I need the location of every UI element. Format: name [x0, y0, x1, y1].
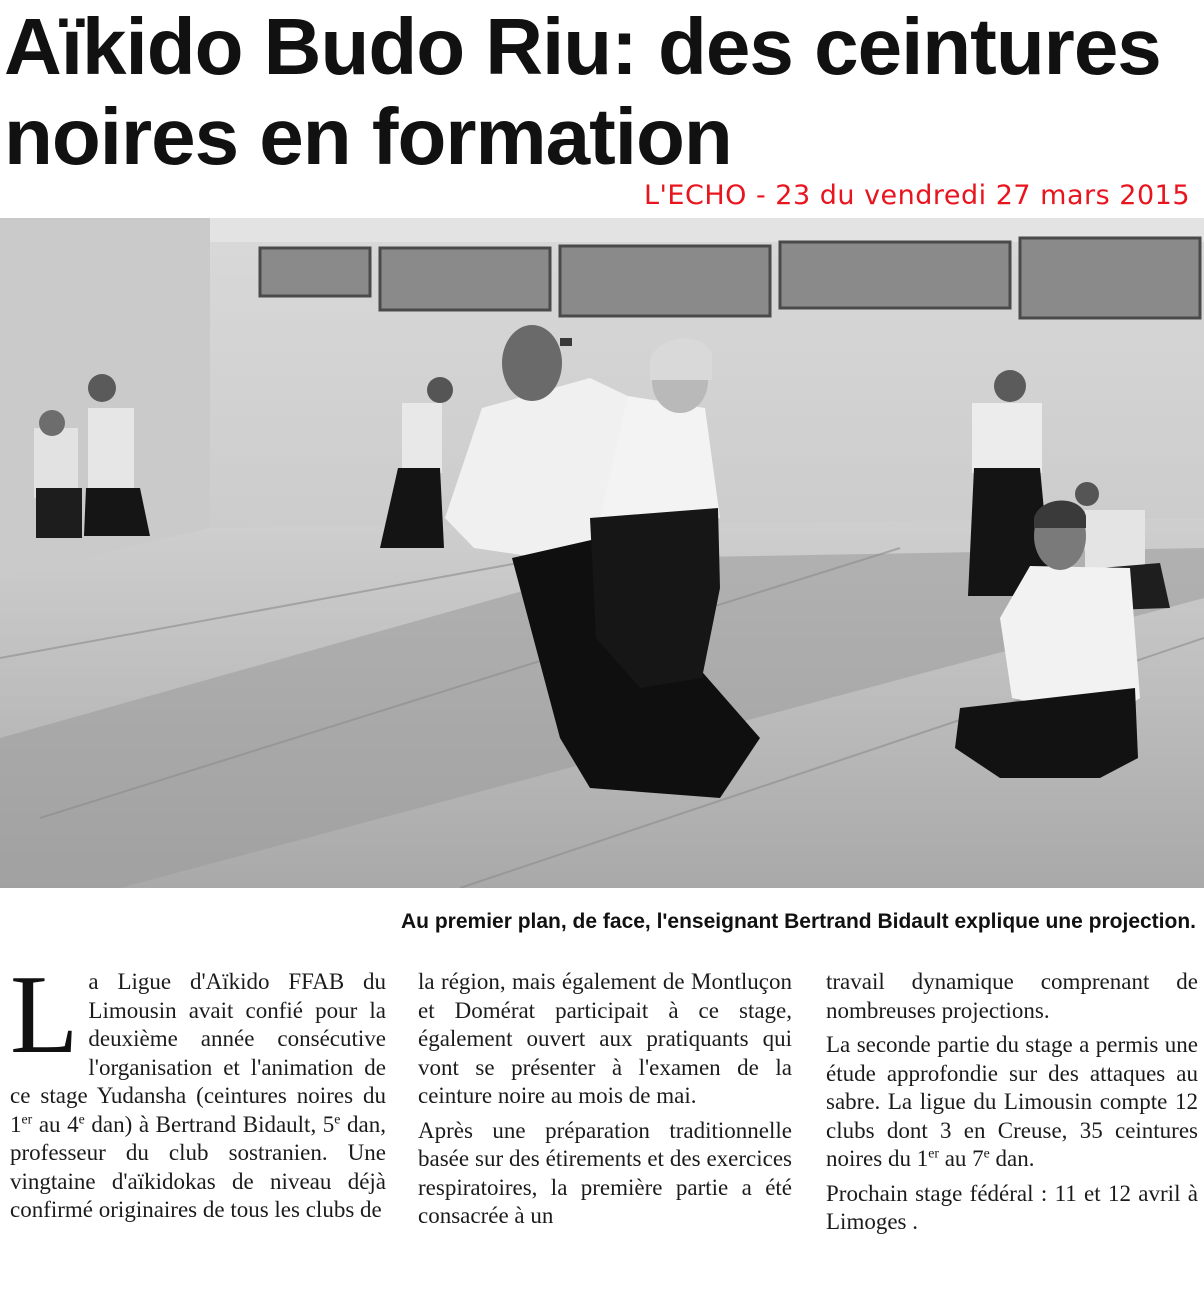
headline-line-1: Aïkido Budo Riu: des ceintures — [4, 2, 1161, 91]
text-run: a Ligue d'Aïkido FFAB du Limousin avait confié pour la deuxième année consécutive l'organisation et l'animation de ce stage Yudansha (ceintures noires du 1 — [10, 969, 386, 1137]
column-2-paragraph-1: la région, mais également de Montluçon et Domérat participait à ce stage, également ouvert aux pratiquants qui vont se présenter à l'examen de la ceinture noire au mois de mai. — [418, 969, 792, 1108]
ordinal-suffix: e — [983, 1145, 990, 1161]
ordinal-suffix: e — [334, 1110, 341, 1126]
article-column-2 — [418, 968, 792, 1237]
text-run: dan, professeur du club sostranien. Une vingtaine d'aïkidokas de niveau déjà confirmé originaires de tous les clubs de — [10, 1111, 386, 1222]
article-column-1 — [10, 953, 386, 1231]
column-3-paragraph-2 — [826, 1031, 1198, 1174]
column-1-paragraph — [10, 953, 386, 1225]
text-run: au 4 — [32, 1111, 79, 1137]
photo-caption: Au premier plan, de face, l'enseignant Bertrand Bidault explique une projection. — [401, 910, 1196, 933]
ordinal-suffix: e — [78, 1110, 85, 1126]
column-3-paragraph-1: travail dynamique comprenant de nombreuses projections. — [826, 969, 1198, 1023]
drop-cap: L — [10, 953, 79, 1077]
aikido-training-photo — [0, 218, 1204, 888]
column-3-paragraph-3: Prochain stage fédéral : 11 et 12 avril à Limoges . — [826, 1180, 1198, 1234]
ordinal-suffix: er — [21, 1110, 33, 1126]
ordinal-suffix: er — [928, 1145, 939, 1161]
text-run: dan. — [989, 1146, 1035, 1171]
text-run: La seconde partie du stage a permis une étude approfondie sur des attaques au sabre. La ligue du Limousin compte 12 clubs dont 3 en Creuse, 35 ceintures noires du 1 — [826, 1032, 1198, 1171]
text-run: au 7 — [938, 1146, 984, 1171]
article-headline — [4, 2, 1184, 182]
text-run: dan) à Bertrand Bidault, 5 — [84, 1111, 335, 1137]
source-tag: L'ECHO - 23 du vendredi 27 mars 2015 — [643, 180, 1190, 211]
headline-line-2: noires en formation — [4, 92, 732, 181]
column-2-paragraph-2: Après une préparation traditionnelle basée sur des étirements et des exercices respiratoires, la première partie a été consacrée à un — [418, 1117, 792, 1228]
article-column-3 — [826, 968, 1198, 1243]
